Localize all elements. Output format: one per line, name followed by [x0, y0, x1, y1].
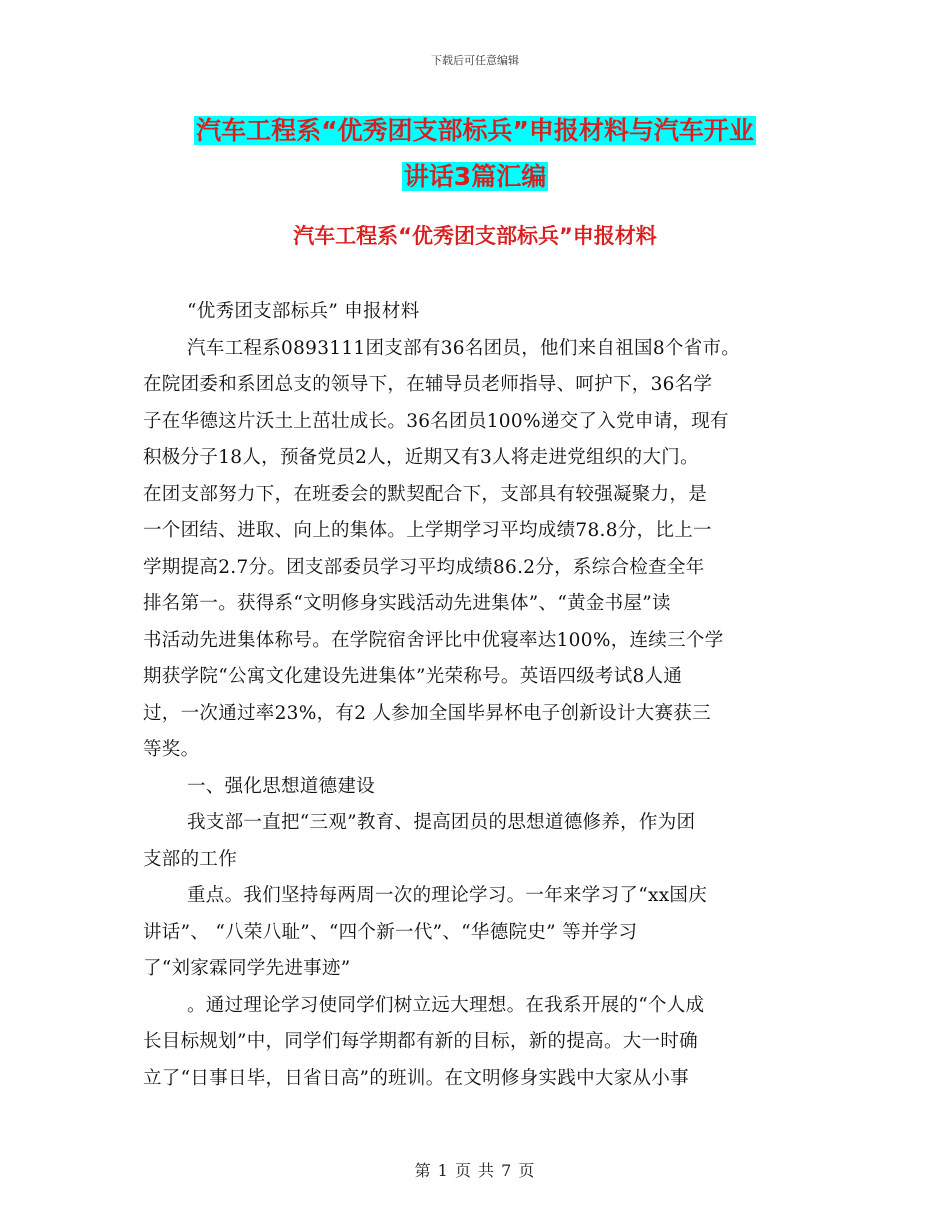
paragraph-line: 学期提高2.7分。团支部委员学习平均成绩86.2分，系综合检查全年 [143, 556, 705, 578]
paragraph-line: 书活动先进集体称号。在学院宿舍评比中优寝率达100%，连续三个学 [143, 629, 724, 651]
paragraph-line: 积极分子18人，预备党员2人，近期又有3人将走进党组织的大门。 [143, 447, 699, 468]
paragraph-line: 子在华德这片沃土上茁壮成长。36名团员100%递交了入党申请，现有 [143, 410, 729, 432]
paragraph-line: 在院团委和系团总支的领导下，在辅导员老师指导、呵护下，36名学 [143, 374, 713, 395]
body-text [143, 294, 823, 1097]
header-note: 下载后可任意编辑 [431, 54, 519, 67]
paragraph-line: 我支部一直把“三观”教育、提高团员的思想道德修养，作为团 [187, 812, 696, 833]
paragraph-line: 在团支部努力下，在班委会的默契配合下，支部具有较强凝聚力，是 [143, 483, 708, 505]
paragraph-line: 等奖。 [143, 739, 200, 760]
title-line-1: 汽车工程系“优秀团支部标兵”申报材料与汽车开业 [196, 116, 754, 145]
heading-1: 一、强化思想道德建设 [187, 775, 376, 797]
paragraph-line: 重点。我们坚持每两周一次的理论学习。一年来学习了“xx国庆 [187, 885, 708, 906]
paragraph-line: 汽车工程系0893111团支部有36名团员，他们来自祖国8个省市。 [187, 337, 741, 359]
subheading: “优秀团支部标兵” 申报材料 [187, 301, 420, 322]
paragraph-line: 讲话”、 “八荣八耻”、“四个新一代”、“华德院史” 等并学习 [143, 921, 638, 943]
paragraph-line: 。通过理论学习使同学们树立远大理想。在我系开展的“个人成 [187, 994, 705, 1016]
page-footer: 第 1 页 共 7 页 [414, 1161, 536, 1180]
paragraph-line: 期获学院“公寓文化建设先进集体”光荣称号。英语四级考试8人通 [143, 666, 683, 687]
title-line-2: 讲话3篇汇编 [403, 162, 547, 191]
paragraph-line: 支部的工作 [143, 848, 238, 870]
paragraph-line: 立了“日事日毕，日省日高”的班训。在文明修身实践中大家从小事 [143, 1067, 689, 1089]
paragraph-line: 一个团结、进取、向上的集体。上学期学习平均成绩78.8分，比上一 [143, 520, 712, 541]
paragraph-line: 过，一次通过率23%，有2 人参加全国毕昇杯电子创新设计大赛获三 [143, 702, 711, 724]
document-title [0, 108, 950, 200]
section-title: 汽车工程系“优秀团支部标兵”申报材料 [293, 224, 657, 248]
paragraph-line: 了“刘家霖同学先进事迹” [143, 958, 351, 979]
paragraph-line: 长目标规划”中，同学们每学期都有新的目标，新的提高。大一时确 [143, 1031, 698, 1052]
paragraph-line: 排名第一。获得系“文明修身实践活动先进集体”、“黄金书屋”读 [143, 593, 671, 614]
